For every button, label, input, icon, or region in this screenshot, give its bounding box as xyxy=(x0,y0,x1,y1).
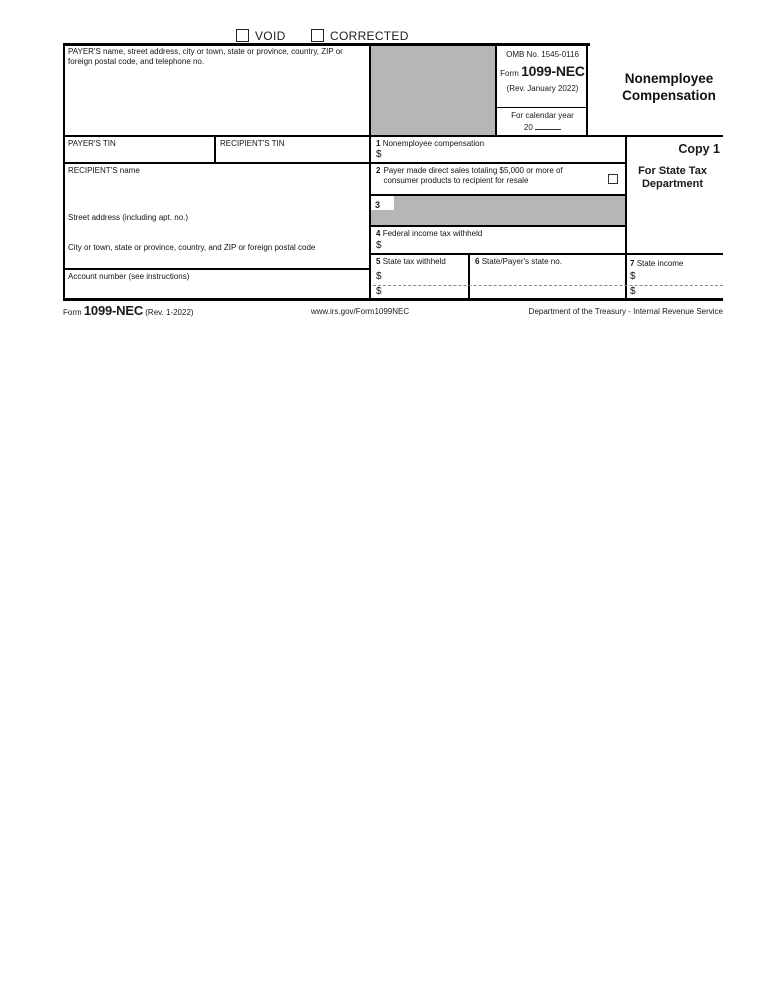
footer-form-number: 1099-NEC xyxy=(83,303,144,318)
street-address-label: Street address (including apt. no.) xyxy=(68,213,189,222)
form-word: Form xyxy=(500,69,519,78)
form-number-block xyxy=(497,63,588,79)
form-number: 1099-NEC xyxy=(521,63,585,79)
box5-amount-field-1: $ xyxy=(376,271,382,282)
box1-number: 1 xyxy=(376,139,381,148)
footer-department: Department of the Treasury - Internal Revenue Service xyxy=(528,307,723,316)
border-mid-column xyxy=(369,43,371,300)
payer-name-label: PAYER'S name, street address, city or town, state or province, country, ZIP or foreign postal code, and telephone no. xyxy=(68,47,343,66)
border-left xyxy=(63,43,65,300)
omb-block xyxy=(497,43,588,107)
box1-amount-field: $ xyxy=(376,149,382,160)
void-checkbox[interactable] xyxy=(236,29,249,42)
copy-label: Copy 1 xyxy=(678,142,720,156)
form-title xyxy=(615,70,723,104)
recipient-tin-label: RECIPIENT'S TIN xyxy=(220,139,285,148)
copy-for-line2: Department xyxy=(641,178,704,190)
calendar-year-label: For calendar year xyxy=(511,111,574,120)
box3-shaded-area xyxy=(371,195,625,225)
box6-label: 6 State/Payer's state no. xyxy=(475,257,562,266)
recipient-name-label: RECIPIENT'S name xyxy=(68,166,140,175)
box5-amount-field-2: $ xyxy=(376,286,382,297)
copy-for-line1: For State Tax xyxy=(638,165,707,177)
box7-number: 7 xyxy=(630,259,635,268)
border-box2-bottom xyxy=(369,194,627,196)
footer-form-id xyxy=(63,303,194,318)
box5-label: 5 State tax withheld xyxy=(376,257,446,266)
payer-tin-label: PAYER'S TIN xyxy=(68,139,116,148)
corrected-label: CORRECTED xyxy=(330,29,409,43)
box2-checkbox[interactable] xyxy=(608,174,618,184)
border-account-top xyxy=(63,268,371,270)
box1-label: 1 Nonemployee compensation xyxy=(376,139,485,148)
form-title-line1: Nonemployee xyxy=(624,71,714,86)
box6-number: 6 xyxy=(475,257,480,266)
state-row-dashed-line xyxy=(373,285,723,286)
void-label: VOID xyxy=(255,29,286,43)
border-row2 xyxy=(63,162,627,164)
border-copy-divider xyxy=(625,135,627,300)
revision-label: (Rev. January 2022) xyxy=(506,84,579,93)
border-box5-6-divider xyxy=(468,253,470,300)
footer-revision: (Rev. 1-2022) xyxy=(145,308,194,317)
copy-recipient-label xyxy=(625,165,720,191)
city-label: City or town, state or province, country, and ZIP or foreign postal code xyxy=(68,243,316,252)
box2-number: 2 xyxy=(376,166,381,175)
box7-label: 7 State income xyxy=(630,259,684,268)
box4-label: 4 Federal income tax withheld xyxy=(376,229,483,238)
box7-amount-field-2: $ xyxy=(630,286,636,297)
shaded-top-box xyxy=(371,45,496,135)
box3-number-notch xyxy=(371,195,394,210)
box4-amount-field: $ xyxy=(376,240,382,251)
account-number-label: Account number (see instructions) xyxy=(68,272,190,281)
border-box3-bottom xyxy=(369,225,627,227)
calendar-year-block xyxy=(497,108,588,135)
form-title-line2: Compensation xyxy=(622,88,716,103)
corrected-checkbox[interactable] xyxy=(311,29,324,42)
form-body xyxy=(63,43,723,300)
box3-number: 3 xyxy=(375,200,381,210)
border-row1 xyxy=(63,135,723,137)
calendar-year-blank[interactable] xyxy=(535,121,561,130)
border-bottom xyxy=(63,298,723,301)
footer-url: www.irs.gov/Form1099NEC xyxy=(310,307,410,316)
border-box4-bottom xyxy=(369,253,723,255)
calendar-year-prefix: 20 xyxy=(523,123,533,132)
box5-number: 5 xyxy=(376,257,381,266)
border-tin-divider xyxy=(214,135,216,162)
footer-form-word: Form xyxy=(63,308,82,317)
box4-number: 4 xyxy=(376,229,381,238)
omb-number: OMB No. 1545-0116 xyxy=(506,50,579,59)
box2-label: 2 Payer made direct sales totaling $5,000 or more of consumer products to recipient for resale xyxy=(376,166,563,185)
box7-amount-field-1: $ xyxy=(630,271,636,282)
